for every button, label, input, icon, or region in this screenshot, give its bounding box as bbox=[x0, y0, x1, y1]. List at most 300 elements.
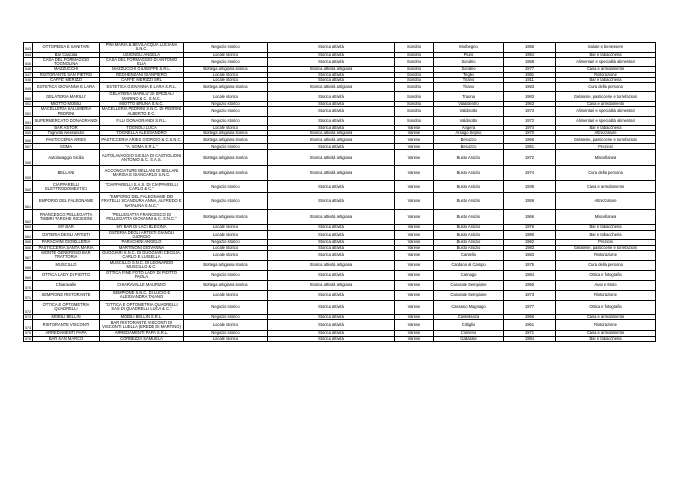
founding-year-cell: 1966 bbox=[504, 314, 556, 319]
sector-cell: Gelaterie, pasticcerie e torrefazioni bbox=[556, 136, 656, 144]
category-cell: Storica attività bbox=[268, 52, 395, 57]
sector-cell: Alimentari e specialità alimentari bbox=[556, 107, 656, 117]
row-number-cell: 552 bbox=[24, 107, 33, 117]
company-name-cell: "A. SOMA S.R.L." bbox=[100, 144, 184, 150]
company-name-cell: TOGNOLI LUCA bbox=[100, 125, 184, 130]
category-cell: Storica attività bbox=[268, 193, 395, 210]
category-cell: Storica attività artigiana bbox=[268, 131, 395, 136]
table-row bbox=[24, 92, 656, 102]
municipality-cell: Busto Arsizio bbox=[434, 230, 504, 240]
row-number-cell: 556 bbox=[24, 136, 33, 144]
row-number-cell: 567 bbox=[24, 250, 33, 260]
founding-year-cell: 1958 bbox=[504, 57, 556, 67]
row-number-cell: 571 bbox=[24, 290, 33, 300]
founding-year-cell: 1973 bbox=[504, 107, 556, 117]
row-number-cell: 568 bbox=[24, 260, 33, 270]
table-row bbox=[24, 166, 656, 181]
category-cell: Storica attività bbox=[268, 107, 395, 117]
business-name-cell: FRANCESCO PELLEGATTA TIMBRI TARGHE INCISIONI bbox=[33, 210, 100, 225]
business-type-cell: Locale storico bbox=[184, 336, 268, 341]
row-number-cell: 572 bbox=[24, 300, 33, 314]
business-type-cell: Bottega artigiana storica bbox=[184, 67, 268, 72]
province-cell: Sondrio bbox=[395, 78, 434, 83]
table-row bbox=[24, 193, 656, 210]
row-number-cell: 564 bbox=[24, 230, 33, 240]
business-type-cell: Locale storico bbox=[184, 92, 268, 102]
municipality-cell: Busto Arsizio bbox=[434, 245, 504, 250]
row-number-cell: 573 bbox=[25, 314, 31, 319]
founding-year-cell: 1983 bbox=[504, 250, 556, 260]
category-cell: Storica attività artigiana bbox=[268, 280, 395, 290]
row-number-cell: 565 bbox=[25, 240, 31, 245]
company-name-cell: "CIAPPARELLI S.A.S. DI CIAPPARELLI CARLO & C." bbox=[100, 181, 184, 193]
table-body bbox=[24, 43, 656, 342]
province-cell: Sondrio bbox=[395, 67, 434, 72]
company-name-cell: F.LLI DONAGRANDI S.R.L. bbox=[100, 116, 184, 125]
province-cell: Varese bbox=[395, 320, 434, 331]
table-row bbox=[24, 336, 656, 341]
province-cell: Varese bbox=[395, 131, 434, 136]
province-cell: Varese bbox=[395, 331, 434, 336]
category-cell: Storica attività bbox=[268, 331, 395, 336]
business-name-cell: Bar Cascata bbox=[33, 52, 100, 57]
province-cell: Varese bbox=[395, 225, 434, 230]
category-cell: Storica attività bbox=[268, 270, 395, 280]
category-cell: Storica attività bbox=[268, 181, 395, 193]
category-cell: Storica attività bbox=[268, 144, 395, 150]
province-cell: Varese bbox=[395, 245, 434, 250]
business-type-cell: Negozio storico bbox=[184, 270, 268, 280]
table-row bbox=[24, 107, 656, 117]
table-row bbox=[24, 250, 656, 260]
founding-year-cell: 1962 bbox=[504, 240, 556, 245]
business-name-cell: ESTETICA GIOVANNA E LARA bbox=[33, 83, 100, 92]
row-number-cell: 545 bbox=[24, 57, 33, 67]
municipality-cell: Piuro bbox=[434, 52, 504, 57]
business-name-cell: CAFFE' MERIZZI bbox=[33, 78, 100, 83]
row-number-cell: 574 bbox=[24, 320, 33, 331]
sector-cell: Salute e benessere bbox=[556, 43, 656, 53]
company-name-cell: REGHENZANI GIANPIERO bbox=[100, 72, 184, 77]
business-name-cell: BAR ASTOR bbox=[33, 125, 100, 130]
sector-cell: Casa e arredamento bbox=[556, 314, 656, 319]
founding-year-cell: 1935 bbox=[504, 181, 556, 193]
municipality-cell: Busto Arsizio bbox=[434, 193, 504, 210]
business-name-cell: OSTERIA DEGLI ARTISTI bbox=[33, 230, 100, 240]
sector-cell: Alimentari e specialità alimentari bbox=[556, 116, 656, 125]
sector-cell: Cura della persona bbox=[556, 83, 656, 92]
province-cell: Varese bbox=[395, 314, 434, 319]
business-name-cell: OTTICA LADY DI PIOTTO bbox=[33, 270, 100, 280]
business-type-cell: Negozio storico bbox=[184, 314, 268, 319]
sector-cell: Bar e tabaccheria bbox=[556, 78, 656, 83]
business-type-cell: Negozio storico bbox=[184, 193, 268, 210]
founding-year-cell: 1983 bbox=[504, 83, 556, 92]
business-name-cell: SOMA bbox=[33, 144, 100, 150]
sector-cell: Preziosi bbox=[556, 144, 656, 150]
municipality-cell: Casorate Sempione bbox=[434, 290, 504, 300]
table-row bbox=[24, 280, 656, 290]
row-number-cell: 558 bbox=[24, 150, 33, 166]
municipality-cell: Traona bbox=[434, 92, 504, 102]
sector-cell: Ottica e fotografia bbox=[556, 300, 656, 314]
province-cell: Varese bbox=[395, 210, 434, 225]
sector-cell: Gelaterie, pasticcerie e torrefazioni bbox=[556, 92, 656, 102]
sector-cell: Alimentari e specialità alimentari bbox=[556, 57, 656, 67]
province-cell: Varese bbox=[395, 150, 434, 166]
business-type-cell: Negozio storico bbox=[184, 240, 268, 245]
business-type-cell: Locale storico bbox=[184, 72, 268, 77]
province-cell: Varese bbox=[395, 240, 434, 245]
province-cell: Varese bbox=[395, 290, 434, 300]
municipality-cell: Morbegno bbox=[434, 43, 504, 53]
company-name-cell: CHIARAVALLE MAURIZIO bbox=[100, 280, 184, 290]
municipality-cell: Valdisotto bbox=[434, 116, 504, 125]
business-type-cell: Bottega artigiana storica bbox=[184, 136, 268, 144]
table-row bbox=[24, 270, 656, 280]
sector-cell: Casa e arredamento bbox=[556, 181, 656, 193]
municipality-cell: Besozzo bbox=[434, 136, 504, 144]
business-type-cell: Negozio storico bbox=[184, 144, 268, 150]
category-cell: Storica attività bbox=[268, 245, 395, 250]
founding-year-cell: 1970 bbox=[504, 131, 556, 136]
founding-year-cell: 1966 bbox=[504, 210, 556, 225]
business-name-cell: MACELLERIA SALUMERIA PEDRINI bbox=[33, 107, 100, 117]
founding-year-cell: 1959 bbox=[504, 193, 556, 210]
category-cell: Storica attività artigiana bbox=[268, 67, 395, 72]
sector-cell: Cura della persona bbox=[556, 166, 656, 181]
sector-cell: Bar e tabaccheria bbox=[556, 336, 656, 341]
row-number-cell: 576 bbox=[25, 336, 31, 341]
category-cell: Storica attività artigiana bbox=[268, 260, 395, 270]
founding-year-cell: 1951 bbox=[504, 144, 556, 150]
municipality-cell: Busto Arsizio bbox=[434, 181, 504, 193]
founding-year-cell: 1954 bbox=[504, 52, 556, 57]
founding-year-cell: 1911 bbox=[504, 78, 556, 83]
business-type-cell: Negozio storico bbox=[184, 300, 268, 314]
province-cell: Varese bbox=[395, 280, 434, 290]
company-name-cell: PINI MARIA & BEVILACQUA LUCIANA S.N.C. bbox=[100, 43, 184, 53]
business-type-cell: Locale storico bbox=[184, 230, 268, 240]
row-number-cell: 548 bbox=[25, 78, 31, 83]
sector-cell: Casa e arredamento bbox=[556, 67, 656, 72]
category-cell: Storica attività artigiana bbox=[268, 83, 395, 92]
business-name-cell: MOBILI BELLIN bbox=[33, 314, 100, 319]
company-name-cell: PASTICCERIA ARIES GIORGIO & C.S.N.C. bbox=[100, 136, 184, 144]
row-number-cell: 562 bbox=[24, 210, 33, 225]
company-name-cell: TOGNELLA ALESSANDRO bbox=[100, 131, 184, 136]
business-type-cell: Locale storico bbox=[184, 245, 268, 250]
category-cell: Storica attività bbox=[268, 225, 395, 230]
row-number-cell: 543 bbox=[24, 43, 33, 53]
category-cell: Storica attività bbox=[268, 72, 395, 77]
category-cell: Storica attività artigiana bbox=[268, 166, 395, 181]
category-cell: Storica attività bbox=[268, 320, 395, 331]
business-type-cell: Bottega artigiana storica bbox=[184, 131, 268, 136]
company-name-cell: PARACHINI ANGELO bbox=[100, 240, 184, 245]
company-name-cell: ESTETICA GIOVANNA E LARA S.R.L. bbox=[100, 83, 184, 92]
municipality-cell: Gallarate bbox=[434, 336, 504, 341]
company-name-cell: CORBEZZA SAMUELA bbox=[100, 336, 184, 341]
business-type-cell: Bottega artigiana storica bbox=[184, 166, 268, 181]
business-type-cell: Bottega artigiana storica bbox=[184, 280, 268, 290]
company-name-cell: MARTINONI GIOVANNA bbox=[100, 245, 184, 250]
business-name-cell: OTTICA E OPTOMETRIA QUADRELLI bbox=[33, 300, 100, 314]
row-number-cell: 544 bbox=[25, 52, 31, 57]
category-cell: Storica attività bbox=[268, 230, 395, 240]
sector-cell: Ristorazione bbox=[556, 320, 656, 331]
business-type-cell: Locale storico bbox=[184, 320, 268, 331]
sector-cell: Bar e tabaccheria bbox=[556, 125, 656, 130]
founding-year-cell: 1976 bbox=[504, 225, 556, 230]
company-name-cell: BAR RISTORANTE VISCONTI DI VISCONTI LUELLA (EREDE DI MARTINO) bbox=[100, 320, 184, 331]
founding-year-cell: 1971 bbox=[504, 331, 556, 336]
company-name-cell: SEMPIONE S.N.C. DI LUCIO E ALESSANDRA TAIANO bbox=[100, 290, 184, 300]
sector-cell: Casa e arredamento bbox=[556, 101, 656, 106]
category-cell: Storica attività bbox=[268, 78, 395, 83]
founding-year-cell: 1984 bbox=[504, 336, 556, 341]
row-number-cell: 563 bbox=[25, 225, 31, 230]
company-name-cell: MACELLERIA PEDRINI S.N.C. DI PEDRINI ALBERTO E C. bbox=[100, 107, 184, 117]
company-name-cell: "EMPORIO DEL FALEGNAME DEI FRATELLI SCANDURA ANNA, ALFREDO E NATALINA S.N.C." bbox=[100, 193, 184, 210]
municipality-cell: Teglio bbox=[434, 72, 504, 77]
category-cell: Storica attività bbox=[268, 43, 395, 53]
business-type-cell: Locale storico bbox=[184, 52, 268, 57]
municipality-cell: Casorate Sempione bbox=[434, 280, 504, 290]
row-number-cell: 575 bbox=[25, 331, 31, 336]
business-type-cell: Negozio storico bbox=[184, 43, 268, 53]
municipality-cell: Busto Arsizio bbox=[434, 225, 504, 230]
business-name-cell: OTTOPEDIA E SANITARI bbox=[33, 43, 100, 53]
founding-year-cell: 1975 bbox=[504, 260, 556, 270]
sector-cell: Attrezzature bbox=[556, 131, 656, 136]
municipality-cell: Busto Arsizio bbox=[434, 150, 504, 166]
business-name-cell: MONTE GENEROSO BAR TRATTORIA bbox=[33, 250, 100, 260]
business-name-cell: CASA DEL FORMAGGIO TOGNOLINA bbox=[33, 57, 100, 67]
province-cell: Varese bbox=[395, 260, 434, 270]
category-cell: Storica attività artigiana bbox=[268, 136, 395, 144]
sector-cell: Auto e Moto bbox=[556, 280, 656, 290]
company-name-cell: OSTERIA DEGLI ARTISTI GIANOLI GIORGIO bbox=[100, 230, 184, 240]
business-name-cell: MY BAR bbox=[33, 225, 100, 230]
company-name-cell: "OTTICA E OPTOMETRIA QUADRELLI SAS DI QUADRELLI LUCA & C." bbox=[100, 300, 184, 314]
province-cell: Varese bbox=[395, 250, 434, 260]
founding-year-cell: 1955 bbox=[504, 43, 556, 53]
province-cell: Sondrio bbox=[395, 52, 434, 57]
row-number-cell: 550 bbox=[24, 92, 33, 102]
sector-cell: Ottica e fotografia bbox=[556, 270, 656, 280]
business-type-cell: Negozio storico bbox=[184, 101, 268, 106]
company-name-cell: MAZZUCCHI GIUSEPPE S.R.L. bbox=[100, 67, 184, 72]
municipality-cell: Sondrio bbox=[434, 67, 504, 72]
company-name-cell: MOBILI BELLIN S.R.L. bbox=[100, 314, 184, 319]
category-cell: Storica attività bbox=[268, 116, 395, 125]
business-name-cell: Tognella Alessandro bbox=[33, 131, 100, 136]
row-number-cell: 555 bbox=[25, 131, 31, 136]
province-cell: Varese bbox=[395, 166, 434, 181]
table-row bbox=[24, 150, 656, 166]
province-cell: Sondrio bbox=[395, 57, 434, 67]
municipality-cell: Valdisotto bbox=[434, 107, 504, 117]
business-name-cell: SEMPIONE RISTORANTE bbox=[33, 290, 100, 300]
row-number-cell: 561 bbox=[24, 193, 33, 210]
historic-businesses-table bbox=[23, 42, 656, 342]
province-cell: Sondrio bbox=[395, 107, 434, 117]
table-row bbox=[24, 320, 656, 331]
municipality-cell: Valdidentro bbox=[434, 101, 504, 106]
founding-year-cell: 1977 bbox=[504, 300, 556, 314]
company-name-cell: CASA DEL FORMAGGIO DI ANTONIO ELIA bbox=[100, 57, 184, 67]
business-type-cell: Negozio storico bbox=[184, 331, 268, 336]
company-name-cell: "PELLEGATTA FRANCESCO DI PELLEGATTA GIOVANNI & C. S.N.C." bbox=[100, 210, 184, 225]
business-name-cell: MIOTTO MOBILI bbox=[33, 101, 100, 106]
business-name-cell: Chiaravalle bbox=[33, 280, 100, 290]
business-name-cell: CIAPPARELLI ELETTRODOMESTICI bbox=[33, 181, 100, 193]
founding-year-cell: 1974 bbox=[504, 125, 556, 130]
municipality-cell: Besozzo bbox=[434, 144, 504, 150]
row-number-cell: 546 bbox=[25, 67, 31, 72]
table-row bbox=[24, 57, 656, 67]
founding-year-cell: 1963 bbox=[504, 101, 556, 106]
business-name-cell: Autolavaggio Sicilia bbox=[33, 150, 100, 166]
sector-cell: Bar e tabaccheria bbox=[556, 225, 656, 230]
category-cell: Storica attività bbox=[268, 240, 395, 245]
business-type-cell: Locale storico bbox=[184, 250, 268, 260]
business-name-cell: RISTORANTE SAN PIETRO bbox=[33, 72, 100, 77]
company-name-cell: MIOTTO BRUNA S.N.C. bbox=[100, 101, 184, 106]
province-cell: Varese bbox=[395, 144, 434, 150]
business-name-cell: BELLANI bbox=[33, 166, 100, 181]
founding-year-cell: 1966 bbox=[504, 136, 556, 144]
municipality-cell: Sondrio bbox=[434, 57, 504, 67]
founding-year-cell: 1961 bbox=[504, 320, 556, 331]
business-type-cell: Bottega artigiana storica bbox=[184, 260, 268, 270]
business-type-cell: Locale storico bbox=[184, 290, 268, 300]
table-row bbox=[24, 181, 656, 193]
founding-year-cell: 1980 bbox=[504, 230, 556, 240]
row-number-cell: 554 bbox=[25, 125, 31, 130]
row-number-cell: 547 bbox=[25, 72, 31, 77]
municipality-cell: Cardano al Campo bbox=[434, 260, 504, 270]
row-number-cell: 551 bbox=[25, 101, 31, 106]
province-cell: Varese bbox=[395, 193, 434, 210]
business-name-cell: MUSCILLO bbox=[33, 260, 100, 270]
sector-cell: Casa e arredamento bbox=[556, 331, 656, 336]
business-name-cell: BAR SAN MARCO bbox=[33, 336, 100, 341]
row-number-cell: 553 bbox=[24, 116, 33, 125]
row-number-cell: 557 bbox=[25, 145, 31, 150]
municipality-cell: Carnago bbox=[434, 270, 504, 280]
sector-cell: Bar e tabaccheria bbox=[556, 52, 656, 57]
municipality-cell: Cantello bbox=[434, 250, 504, 260]
founding-year-cell: 1973 bbox=[504, 290, 556, 300]
province-cell: Varese bbox=[395, 125, 434, 130]
table-row bbox=[24, 43, 656, 53]
table-row bbox=[24, 260, 656, 270]
municipality-cell: Busto Arsizio bbox=[434, 240, 504, 245]
category-cell: Storica attività bbox=[268, 125, 395, 130]
municipality-cell: Arsago Seprio bbox=[434, 131, 504, 136]
founding-year-cell: 1972 bbox=[504, 116, 556, 125]
municipality-cell: Cittiglio bbox=[434, 320, 504, 331]
table-row bbox=[24, 136, 656, 144]
company-name-cell: GELATERIA MARILU' DI SPEZIALI MARINO & C. S.N.C. bbox=[100, 92, 184, 102]
row-number-cell: 549 bbox=[24, 83, 33, 92]
register-sheet bbox=[23, 42, 655, 342]
province-cell: Varese bbox=[395, 230, 434, 240]
founding-year-cell: 1983 bbox=[504, 92, 556, 102]
province-cell: Sondrio bbox=[395, 83, 434, 92]
row-number-cell: 569 bbox=[24, 270, 33, 280]
municipality-cell: Tirano bbox=[434, 83, 504, 92]
founding-year-cell: 1977 bbox=[504, 67, 556, 72]
table-row bbox=[24, 116, 656, 125]
category-cell: Storica attività bbox=[268, 336, 395, 341]
business-name-cell: GELATERIA MARILU' bbox=[33, 92, 100, 102]
business-type-cell: Bottega artigiana storica bbox=[184, 83, 268, 92]
province-cell: Varese bbox=[395, 336, 434, 341]
table-row bbox=[24, 210, 656, 225]
business-type-cell: Bottega artigiana storica bbox=[184, 210, 268, 225]
business-type-cell: Negozio storico bbox=[184, 116, 268, 125]
municipality-cell: Cassano Magnago bbox=[434, 300, 504, 314]
company-name-cell: MY BAR DI LACI BLEGINA bbox=[100, 225, 184, 230]
category-cell: Storica attività artigiana bbox=[268, 150, 395, 166]
sector-cell: Miscellanea bbox=[556, 150, 656, 166]
municipality-cell: Angera bbox=[434, 125, 504, 130]
category-cell: Storica attività bbox=[268, 57, 395, 67]
business-type-cell: Negozio storico bbox=[184, 57, 268, 67]
province-cell: Sondrio bbox=[395, 116, 434, 125]
sector-cell: Preziosi bbox=[556, 240, 656, 245]
company-name-cell: ACCONCIATURE BELLANI DI BELLANI MARISA E GIANCARLO S.N.C. bbox=[100, 166, 184, 181]
province-cell: Sondrio bbox=[395, 72, 434, 77]
category-cell: Storica attività bbox=[268, 92, 395, 102]
province-cell: Varese bbox=[395, 300, 434, 314]
province-cell: Sondrio bbox=[395, 101, 434, 106]
table-row bbox=[24, 290, 656, 300]
company-name-cell: GUGGIARI S.N.C. DI GUGGIARI CECILIA, CARLO E LUISELLA bbox=[100, 250, 184, 260]
business-type-cell: Locale storico bbox=[184, 225, 268, 230]
sector-cell: Gelaterie, pasticcerie e torrefazioni bbox=[556, 245, 656, 250]
province-cell: Varese bbox=[395, 270, 434, 280]
business-name-cell: EMPORIO DEL FALEGNAME bbox=[33, 193, 100, 210]
company-name-cell: AUTOLAVAGGIO SICILIA DI CASTIGLIONI ANTONIO & C. S.A.S. bbox=[100, 150, 184, 166]
business-type-cell: Locale storico bbox=[184, 125, 268, 130]
sector-cell: Ristorazione bbox=[556, 250, 656, 260]
row-number-cell: 566 bbox=[25, 245, 31, 250]
province-cell: Sondrio bbox=[395, 92, 434, 102]
sector-cell: Miscellanea bbox=[556, 210, 656, 225]
category-cell: Storica attività bbox=[268, 290, 395, 300]
founding-year-cell: 1983 bbox=[504, 245, 556, 250]
category-cell: Storica attività bbox=[268, 300, 395, 314]
business-type-cell: Negozio storico bbox=[184, 107, 268, 117]
sector-cell: Attrezzature bbox=[556, 193, 656, 210]
company-name-cell: OTTICA FINE FOTO LADY DI PIOTTO PAOLA bbox=[100, 270, 184, 280]
business-name-cell: ARREDAMENTI PAPA bbox=[33, 331, 100, 336]
founding-year-cell: 1972 bbox=[504, 150, 556, 166]
sector-cell: Ristorazione bbox=[556, 290, 656, 300]
province-cell: Sondrio bbox=[395, 43, 434, 53]
row-number-cell: 570 bbox=[24, 280, 33, 290]
row-number-cell: 559 bbox=[24, 166, 33, 181]
founding-year-cell: 1981 bbox=[504, 72, 556, 77]
category-cell: Storica attività bbox=[268, 250, 395, 260]
category-cell: Storica attività artigiana bbox=[268, 210, 395, 225]
municipality-cell: Castellanza bbox=[434, 314, 504, 319]
business-name-cell: RISTORANTE VISCONTI bbox=[33, 320, 100, 331]
